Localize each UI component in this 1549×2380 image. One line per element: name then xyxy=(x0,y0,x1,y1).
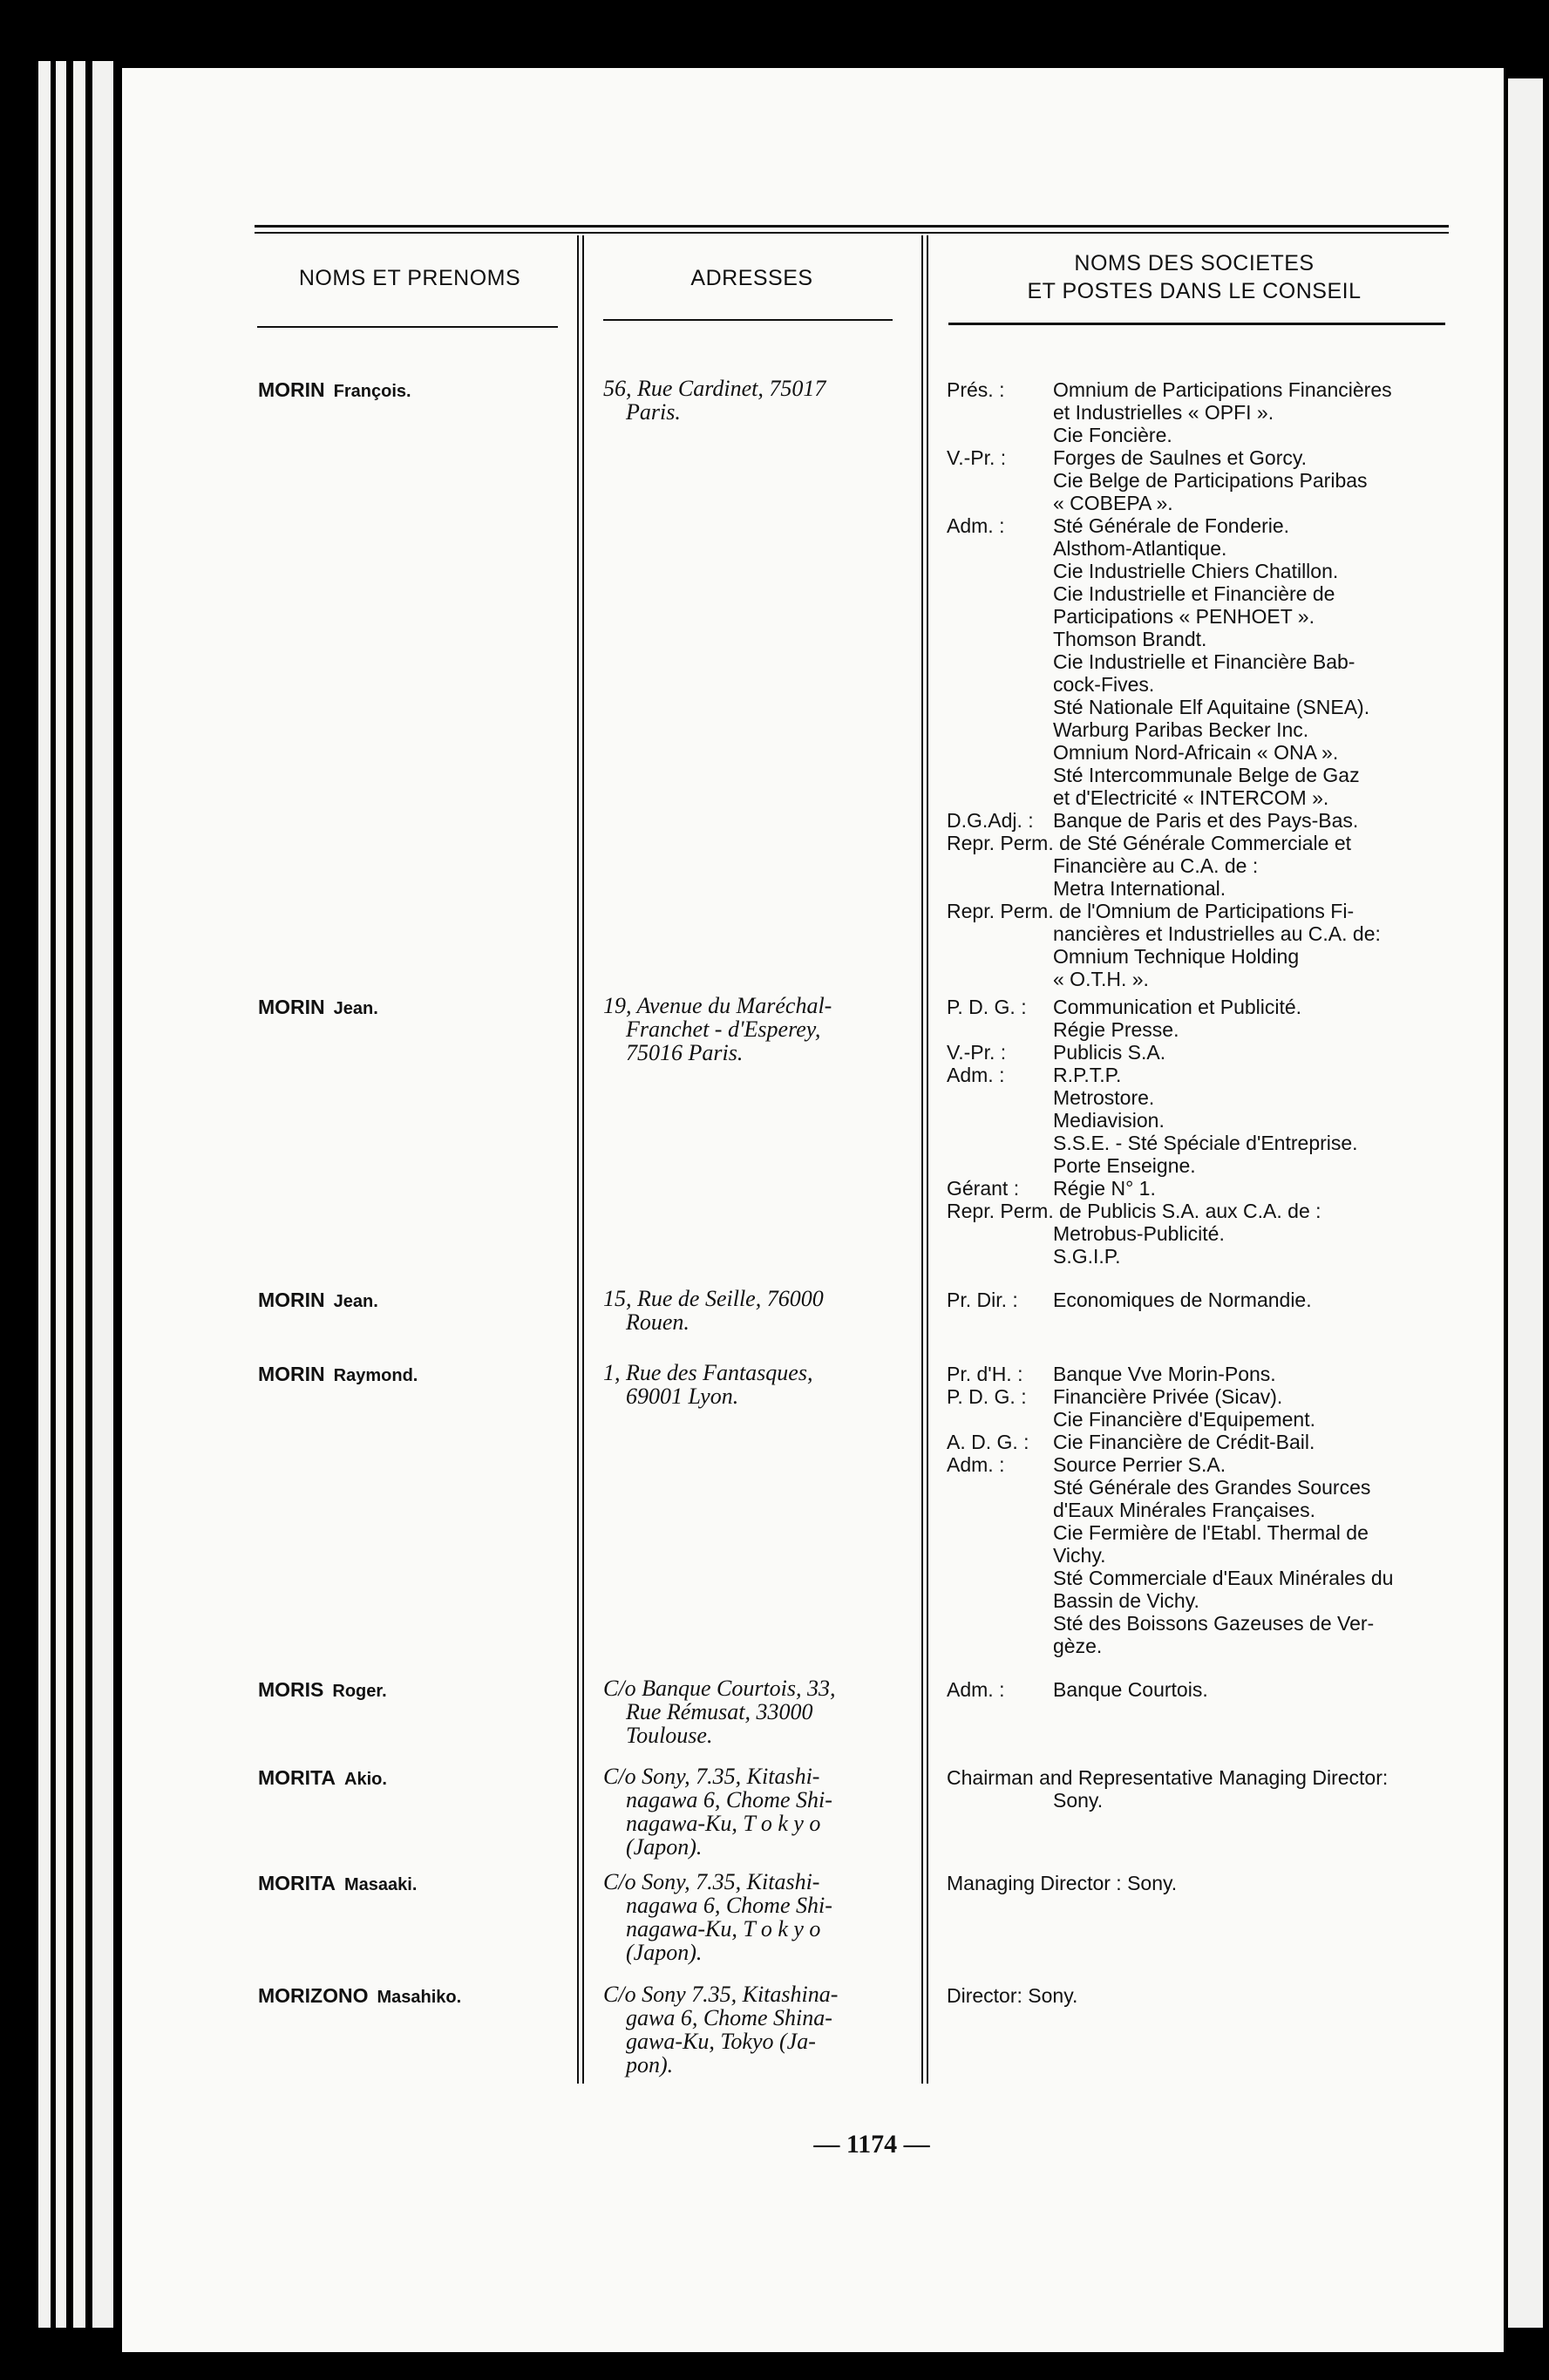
role-line xyxy=(947,1567,1452,1589)
role-line xyxy=(947,1154,1452,1177)
role-company: Forges de Saulnes et Gorcy. xyxy=(1053,446,1308,469)
address-line: 75016 Paris. xyxy=(626,1040,744,1065)
role-company: Omnium de Participations Financières xyxy=(1053,378,1392,401)
role-company: Cie Industrielle et Financière de xyxy=(1053,582,1335,605)
role-company: Participations « PENHOET ». xyxy=(1053,605,1315,628)
role-line xyxy=(947,1431,1452,1453)
role-label: Adm. : xyxy=(947,1453,1005,1476)
role-fullline: Managing Director : Sony. xyxy=(947,1872,1178,1894)
address-line: nagawa 6, Chome Shi- xyxy=(626,1787,832,1812)
role-company: Financière Privée (Sicav). xyxy=(1053,1385,1283,1408)
header-companies-line1: NOMS DES SOCIETES xyxy=(1074,251,1315,275)
role-line xyxy=(947,1499,1452,1521)
role-line xyxy=(947,764,1452,786)
role-line xyxy=(947,1018,1452,1041)
role-company: R.P.T.P. xyxy=(1053,1064,1122,1086)
role-line xyxy=(947,582,1452,605)
role-company: Publicis S.A. xyxy=(1053,1041,1166,1064)
role-line xyxy=(947,628,1452,650)
role-company: Thomson Brandt. xyxy=(1053,628,1207,650)
role-company: Communication et Publicité. xyxy=(1053,996,1302,1018)
entry-roles xyxy=(947,378,1452,990)
role-label: P. D. G. : xyxy=(947,996,1027,1018)
address-line: (Japon). xyxy=(626,1834,703,1860)
role-label: V.-Pr. : xyxy=(947,446,1007,469)
role-line xyxy=(947,1200,1452,1222)
role-fullline: Chairman and Representative Managing Director: xyxy=(947,1766,1389,1789)
page-edge-3 xyxy=(73,61,85,2328)
col-divider-2a xyxy=(921,235,923,2084)
entry-name xyxy=(258,1872,417,1895)
address-line: 15, Rue de Seille, 76000 xyxy=(603,1286,824,1311)
entry-address xyxy=(603,1982,908,2077)
role-line xyxy=(947,741,1452,764)
address-line: Toulouse. xyxy=(626,1723,713,1748)
address-line: nagawa-Ku, T o k y o xyxy=(626,1916,821,1941)
role-company: Sté Commerciale d'Eaux Minérales du xyxy=(1053,1567,1394,1589)
top-rule-2 xyxy=(255,232,1449,234)
role-line xyxy=(947,900,1452,922)
address-line: gawa 6, Chome Shina- xyxy=(626,2005,832,2030)
entry-name xyxy=(258,1363,418,1386)
role-line xyxy=(947,1544,1452,1567)
role-company: gèze. xyxy=(1053,1635,1103,1657)
role-label: Gérant : xyxy=(947,1177,1020,1200)
role-label: A. D. G. : xyxy=(947,1431,1029,1453)
role-company: Porte Enseigne. xyxy=(1053,1154,1196,1177)
role-line xyxy=(947,832,1452,854)
role-company: Bassin de Vichy. xyxy=(1053,1589,1199,1612)
role-company: d'Eaux Minérales Françaises. xyxy=(1053,1499,1315,1521)
role-label: P. D. G. : xyxy=(947,1385,1027,1408)
role-line xyxy=(947,1872,1452,1894)
col-divider-1a xyxy=(577,235,579,2084)
given-name: Raymond. xyxy=(333,1366,418,1385)
address-line: C/o Sony 7.35, Kitashina- xyxy=(603,1982,839,2007)
role-label: Adm. : xyxy=(947,1678,1005,1701)
role-line xyxy=(947,1222,1452,1245)
role-line xyxy=(947,1064,1452,1086)
role-company: Sté Intercommunale Belge de Gaz xyxy=(1053,764,1360,786)
role-company: nancières et Industrielles au C.A. de: xyxy=(1053,922,1381,945)
role-company: Sté Générale de Fonderie. xyxy=(1053,514,1290,537)
surname: MORIN xyxy=(258,378,325,401)
entry-name xyxy=(258,378,411,402)
entry-name xyxy=(258,1678,387,1702)
role-line xyxy=(947,537,1452,560)
role-company: « O.T.H. ». xyxy=(1053,968,1149,990)
given-name: François. xyxy=(333,382,411,401)
role-company: Régie N° 1. xyxy=(1053,1177,1156,1200)
role-company: Cie Industrielle et Financière Bab- xyxy=(1053,650,1355,673)
role-company: Banque Vve Morin-Pons. xyxy=(1053,1363,1276,1385)
role-label: V.-Pr. : xyxy=(947,1041,1007,1064)
role-line xyxy=(947,514,1452,537)
address-line: nagawa 6, Chome Shi- xyxy=(626,1893,832,1918)
role-line xyxy=(947,1766,1452,1789)
role-fullline: Repr. Perm. de Sté Générale Commerciale et xyxy=(947,832,1352,854)
role-company: et Industrielles « OPFI ». xyxy=(1053,401,1274,424)
role-company: Cie Belge de Participations Paribas xyxy=(1053,469,1368,492)
role-line xyxy=(947,424,1452,446)
surname: MORIN xyxy=(258,1363,325,1385)
entry-roles xyxy=(947,1678,1452,1701)
given-name: Akio. xyxy=(344,1770,387,1789)
role-company: Cie Financière d'Equipement. xyxy=(1053,1408,1315,1431)
given-name: Jean. xyxy=(333,1292,378,1311)
role-company: Cie Foncière. xyxy=(1053,424,1172,446)
entry-address xyxy=(603,1676,908,1747)
col-divider-1b xyxy=(582,235,584,2084)
role-line xyxy=(947,605,1452,628)
col-divider-2b xyxy=(927,235,928,2084)
role-company: Mediavision. xyxy=(1053,1109,1165,1132)
role-line xyxy=(947,378,1452,401)
role-line xyxy=(947,1363,1452,1385)
role-company: Source Perrier S.A. xyxy=(1053,1453,1226,1476)
address-line: 56, Rue Cardinet, 75017 xyxy=(603,376,826,401)
address-line: C/o Sony, 7.35, Kitashi- xyxy=(603,1764,820,1789)
role-fullline: Director: Sony. xyxy=(947,1984,1078,2007)
given-name: Roger. xyxy=(332,1682,387,1701)
role-company: Banque de Paris et des Pays-Bas. xyxy=(1053,809,1359,832)
entry-address xyxy=(603,994,908,1064)
role-line xyxy=(947,1789,1452,1812)
role-line xyxy=(947,492,1452,514)
role-label: D.G.Adj. : xyxy=(947,809,1034,832)
address-line: pon). xyxy=(626,2052,674,2077)
role-line xyxy=(947,1635,1452,1657)
role-line xyxy=(947,1132,1452,1154)
entry-roles xyxy=(947,1872,1452,1894)
role-line xyxy=(947,696,1452,718)
entry-name xyxy=(258,996,378,1019)
address-line: nagawa-Ku, T o k y o xyxy=(626,1811,821,1836)
role-line xyxy=(947,1086,1452,1109)
address-line: C/o Banque Courtois, 33, xyxy=(603,1676,836,1701)
role-company: Alsthom-Atlantique. xyxy=(1053,537,1227,560)
given-name: Masahiko. xyxy=(377,1988,462,2007)
entry-address xyxy=(603,1765,908,1859)
role-line xyxy=(947,1453,1452,1476)
role-company: Metra International. xyxy=(1053,877,1226,900)
role-line xyxy=(947,1521,1452,1544)
role-company: Régie Presse. xyxy=(1053,1018,1179,1041)
given-name: Masaaki. xyxy=(344,1875,418,1894)
role-label: Adm. : xyxy=(947,514,1005,537)
role-fullline: Repr. Perm. de l'Omnium de Participations Fi- xyxy=(947,900,1355,922)
role-company: Sté Nationale Elf Aquitaine (SNEA). xyxy=(1053,696,1370,718)
role-company: S.G.I.P. xyxy=(1053,1245,1121,1268)
entry-name xyxy=(258,1766,387,1790)
entry-roles xyxy=(947,1766,1452,1812)
entry-roles xyxy=(947,1289,1452,1311)
role-line xyxy=(947,1385,1452,1408)
page-edge-1 xyxy=(38,61,51,2328)
entry-address xyxy=(603,377,908,424)
role-line xyxy=(947,1476,1452,1499)
surname: MORIZONO xyxy=(258,1984,369,2007)
entry-roles xyxy=(947,1984,1452,2007)
role-line xyxy=(947,1678,1452,1701)
surname: MORIN xyxy=(258,996,325,1018)
page-edge-right xyxy=(1508,78,1543,2328)
address-line: (Japon). xyxy=(626,1940,703,1965)
surname: MORIS xyxy=(258,1678,324,1701)
surname: MORITA xyxy=(258,1766,336,1789)
role-line xyxy=(947,1408,1452,1431)
role-company: Sony. xyxy=(1053,1789,1104,1812)
role-label: Adm. : xyxy=(947,1064,1005,1086)
role-line xyxy=(947,877,1452,900)
role-company: Metrobus-Publicité. xyxy=(1053,1222,1225,1245)
header-underline-3 xyxy=(948,323,1445,325)
role-line xyxy=(947,945,1452,968)
surname: MORITA xyxy=(258,1872,336,1894)
role-company: Cie Fermière de l'Etabl. Thermal de xyxy=(1053,1521,1369,1544)
role-company: Financière au C.A. de : xyxy=(1053,854,1259,877)
role-line xyxy=(947,446,1452,469)
role-line xyxy=(947,469,1452,492)
address-line: Franchet - d'Esperey, xyxy=(626,1017,821,1042)
role-line xyxy=(947,786,1452,809)
role-line xyxy=(947,1612,1452,1635)
role-company: Banque Courtois. xyxy=(1053,1678,1208,1701)
role-label: Pr. Dir. : xyxy=(947,1289,1018,1311)
role-line xyxy=(947,673,1452,696)
given-name: Jean. xyxy=(333,999,378,1018)
role-line xyxy=(947,968,1452,990)
role-company: Sté Générale des Grandes Sources xyxy=(1053,1476,1371,1499)
header-companies-line2: ET POSTES DANS LE CONSEIL xyxy=(1027,279,1362,303)
role-line xyxy=(947,1984,1452,2007)
role-line xyxy=(947,854,1452,877)
role-company: cock-Fives. xyxy=(1053,673,1155,696)
surname: MORIN xyxy=(258,1289,325,1311)
role-company: et d'Electricité « INTERCOM ». xyxy=(1053,786,1329,809)
entry-roles xyxy=(947,996,1452,1268)
address-line: C/o Sony, 7.35, Kitashi- xyxy=(603,1869,820,1894)
header-underline-1 xyxy=(257,326,558,328)
role-line xyxy=(947,718,1452,741)
role-fullline: Repr. Perm. de Publicis S.A. aux C.A. de : xyxy=(947,1200,1321,1222)
role-line xyxy=(947,996,1452,1018)
role-line xyxy=(947,560,1452,582)
role-company: Economiques de Normandie. xyxy=(1053,1289,1312,1311)
role-company: Omnium Nord-Africain « ONA ». xyxy=(1053,741,1339,764)
entry-name xyxy=(258,1984,461,2008)
entry-address xyxy=(603,1287,908,1334)
role-company: Sté des Boissons Gazeuses de Ver- xyxy=(1053,1612,1375,1635)
page-number: — 1174 — xyxy=(813,2130,930,2159)
top-rule-1 xyxy=(255,225,1449,228)
role-company: S.S.E. - Sté Spéciale d'Entreprise. xyxy=(1053,1132,1358,1154)
role-line xyxy=(947,922,1452,945)
role-line xyxy=(947,1289,1452,1311)
header-names: NOMS ET PRENOMS xyxy=(298,266,521,290)
entry-address xyxy=(603,1870,908,1964)
role-line xyxy=(947,401,1452,424)
entry-name xyxy=(258,1289,378,1312)
address-line: 19, Avenue du Maréchal- xyxy=(603,993,832,1018)
role-company: Cie Industrielle Chiers Chatillon. xyxy=(1053,560,1339,582)
address-line: Rue Rémusat, 33000 xyxy=(626,1699,813,1724)
role-company: Vichy. xyxy=(1053,1544,1106,1567)
role-line xyxy=(947,1589,1452,1612)
header-underline-2 xyxy=(603,319,893,321)
header-companies xyxy=(968,249,1421,305)
address-line: 69001 Lyon. xyxy=(626,1384,739,1409)
role-company: Omnium Technique Holding xyxy=(1053,945,1300,968)
role-company: Metrostore. xyxy=(1053,1086,1155,1109)
role-line xyxy=(947,1041,1452,1064)
entry-roles xyxy=(947,1363,1452,1657)
role-line xyxy=(947,650,1452,673)
page-edge-4 xyxy=(92,61,113,2328)
role-line xyxy=(947,809,1452,832)
role-company: Warburg Paribas Becker Inc. xyxy=(1053,718,1309,741)
role-company: Cie Financière de Crédit-Bail. xyxy=(1053,1431,1315,1453)
role-line xyxy=(947,1245,1452,1268)
role-line xyxy=(947,1177,1452,1200)
role-company: « COBEPA ». xyxy=(1053,492,1173,514)
role-line xyxy=(947,1109,1452,1132)
address-line: Rouen. xyxy=(626,1309,690,1335)
role-label: Pr. d'H. : xyxy=(947,1363,1023,1385)
role-label: Prés. : xyxy=(947,378,1005,401)
header-addresses: ADRESSES xyxy=(690,266,813,290)
address-line: gawa-Ku, Tokyo (Ja- xyxy=(626,2029,816,2054)
page-edge-2 xyxy=(56,61,66,2328)
address-line: 1, Rue des Fantasques, xyxy=(603,1360,813,1385)
address-line: Paris. xyxy=(626,399,681,425)
entry-address xyxy=(603,1361,908,1408)
